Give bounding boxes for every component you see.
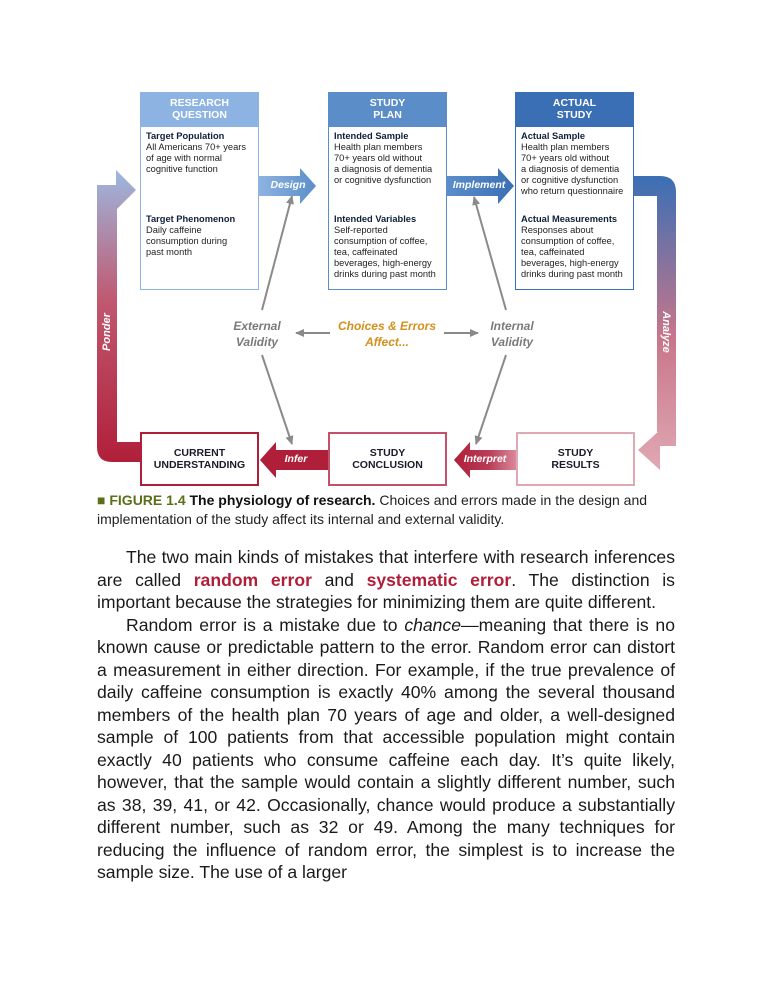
target-phenomenon-title: Target Phenomenon	[146, 214, 236, 224]
intended-variables-line: Self-reported	[334, 225, 388, 235]
p1-text-c: . The distinction is important because the strategies for minimizing them are quite different.	[97, 569, 675, 612]
internal-validity-line1: Internal	[490, 319, 534, 333]
internal-validity-up-arrow	[474, 197, 506, 310]
choices-errors-line2: Affect...	[365, 335, 409, 349]
body-text	[97, 546, 675, 884]
study-results-line2: RESULTS	[551, 459, 600, 471]
paragraph-1	[97, 546, 675, 614]
design-label: Design	[270, 179, 306, 191]
choices-errors-label	[330, 318, 444, 350]
intended-variables-line: tea, caffeinated	[334, 247, 398, 257]
actual-measurements-line: tea, caffeinated	[521, 247, 585, 257]
study-plan-header-line2: PLAN	[373, 109, 402, 121]
actual-sample-line: a diagnosis of dementia	[521, 164, 620, 174]
actual-sample-title: Actual Sample	[521, 131, 586, 141]
figure-physiology-of-research	[0, 0, 772, 490]
p2-text-b: —meaning that there is no known cause or predictable pattern to the error. Random error can distort a measurement in either direction. For example, if the true prevalence of daily caffeine consumption is exactly 40% among the several thousand members of the health plan 70 years of age and older, a well-designed sample of 100 patients from that accessible population might contain exactly 40 patients who consume caffeine each day. It’s quite likely, however, that the sample would contain a slightly different number, such as 38, 39, 41, or 42. Occasionally, chance would produce a substantially different number, such as 32 or 49. Among the many techniques for reducing the influence of random error, the simplest is to increase the sample size. The use of a larger	[97, 614, 676, 882]
target-phenomenon-line: Daily caffeine	[146, 225, 202, 235]
intended-sample-line: or cognitive dysfunction	[334, 175, 432, 185]
actual-study-header-line1: ACTUAL	[552, 97, 597, 109]
term-random-error: random error	[193, 569, 312, 590]
actual-measurements-line: Responses about	[521, 225, 594, 235]
caption-figure-label: FIGURE 1.4	[109, 492, 186, 508]
analyze-label: Analyze	[660, 311, 672, 353]
study-plan-box	[328, 126, 447, 290]
target-phenomenon-line: past month	[146, 247, 192, 257]
infer-label: Infer	[284, 453, 308, 465]
internal-validity-line2: Validity	[490, 335, 534, 349]
implement-label: Implement	[452, 179, 506, 191]
target-population-line: cognitive function	[146, 164, 218, 174]
study-conclusion-box	[328, 432, 447, 486]
study-results-box	[516, 432, 635, 486]
p1-text-a: The two main kinds of mistakes that interfere with research inferences are called	[97, 547, 675, 590]
ponder-label: Ponder	[101, 313, 113, 351]
current-understanding-box	[140, 432, 259, 486]
actual-sample-line: or cognitive dysfunction	[521, 175, 619, 185]
actual-measurements-line: consumption of coffee,	[521, 236, 615, 246]
actual-study-header	[515, 92, 634, 126]
term-systematic-error: systematic error	[366, 569, 512, 590]
research-question-box	[140, 126, 259, 290]
intended-variables-line: beverages, high-energy	[334, 258, 432, 268]
study-plan-header	[328, 92, 447, 126]
target-population-line: of age with normal	[146, 153, 222, 163]
actual-measurements-line: beverages, high-energy	[521, 258, 619, 268]
caption-title: The physiology of research.	[189, 492, 376, 508]
internal-validity-down-arrow	[476, 355, 506, 444]
figure-caption	[97, 491, 677, 529]
target-population-title: Target Population	[146, 131, 225, 141]
study-results-line1: STUDY	[557, 447, 594, 459]
current-understanding-line1: CURRENT	[173, 447, 226, 459]
research-question-header-line1: RESEARCH	[170, 97, 229, 109]
paragraph-2	[97, 614, 675, 884]
actual-study-box	[515, 126, 634, 290]
actual-measurements-line: drinks during past month	[521, 269, 623, 279]
p2-chance: chance	[404, 614, 462, 635]
external-validity-line1: External	[233, 319, 281, 333]
external-validity-line2: Validity	[235, 335, 279, 349]
external-validity-down-arrow	[262, 355, 292, 444]
external-validity-up-arrow	[262, 196, 292, 310]
interpret-label: Interpret	[463, 453, 507, 465]
study-conclusion-line1: STUDY	[369, 447, 406, 459]
actual-measurements-title: Actual Measurements	[521, 214, 618, 224]
external-validity-label	[222, 318, 292, 350]
target-phenomenon-line: consumption during	[146, 236, 228, 246]
research-question-header-line2: QUESTION	[172, 109, 227, 121]
caption-marker-icon: ■	[97, 492, 106, 508]
research-question-header	[140, 92, 259, 126]
current-understanding-line2: UNDERSTANDING	[153, 459, 246, 471]
actual-sample-line: who return questionnaire	[521, 186, 624, 196]
intended-variables-line: drinks during past month	[334, 269, 436, 279]
intended-variables-line: consumption of coffee,	[334, 236, 428, 246]
study-plan-header-line1: STUDY	[369, 97, 406, 109]
caption-text: Choices and errors made in the design and implementation of the study affect its internal and external validity.	[97, 492, 648, 527]
intended-sample-title: Intended Sample	[334, 131, 409, 141]
actual-study-header-line2: STUDY	[556, 109, 593, 121]
intended-sample-line: a diagnosis of dementia	[334, 164, 433, 174]
intended-variables-title: Intended Variables	[334, 214, 417, 224]
actual-sample-line: 70+ years old without	[521, 153, 610, 163]
intended-sample-line: 70+ years old without	[334, 153, 423, 163]
actual-sample-line: Health plan members	[521, 142, 610, 152]
target-population-line: All Americans 70+ years	[146, 142, 246, 152]
study-conclusion-line2: CONCLUSION	[352, 459, 423, 471]
choices-errors-line1: Choices & Errors	[337, 319, 437, 333]
p2-text-a: Random error is a mistake due to	[126, 614, 398, 635]
p1-text-b: and	[324, 569, 354, 590]
intended-sample-line: Health plan members	[334, 142, 423, 152]
internal-validity-label	[478, 318, 546, 350]
